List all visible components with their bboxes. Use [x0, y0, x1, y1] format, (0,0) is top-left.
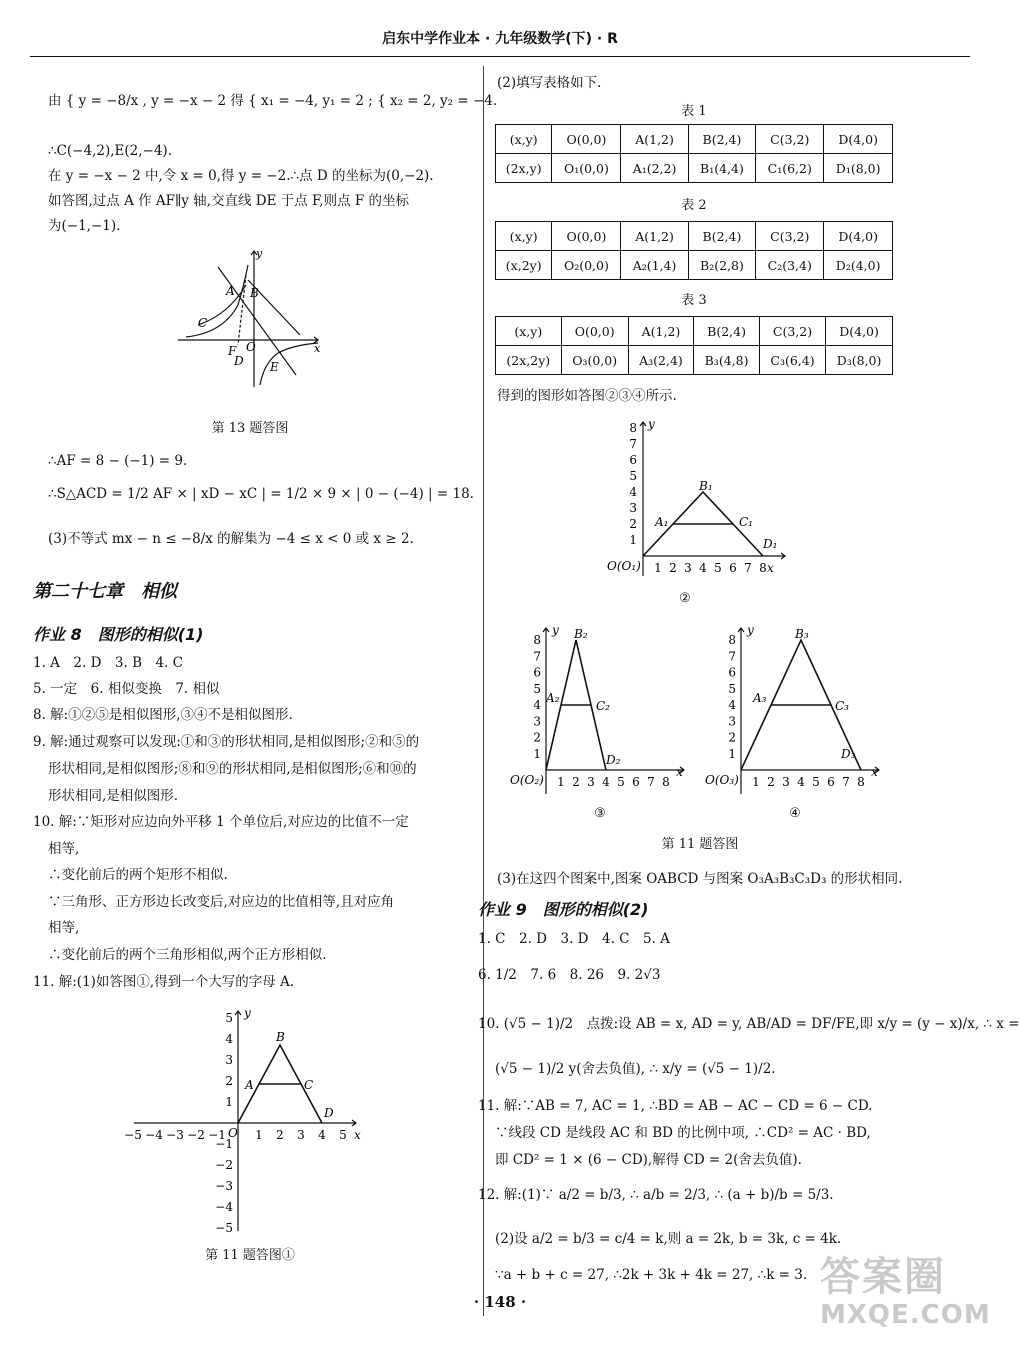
fig11-2-label-A: A₁	[655, 515, 669, 529]
table-cell: B(2,4)	[688, 222, 756, 251]
table-cell: B₁(4,4)	[688, 154, 756, 183]
fig11-4-x-tick: 8	[857, 775, 865, 789]
hw9-title: 作业 9 图形的相似(2)	[478, 900, 649, 919]
fig11-2-y-label: y	[648, 417, 655, 431]
shapes-line: 得到的图形如答图②③④所示.	[497, 388, 677, 404]
table-cell: O₁(0,0)	[552, 154, 621, 183]
table2-title: 表 2	[681, 198, 707, 213]
table-cell: C(3,2)	[759, 317, 825, 346]
fig11-1-x-label: x	[354, 1128, 361, 1142]
fig11-2-x-tick: 2	[669, 561, 677, 575]
header-rule	[30, 56, 970, 57]
fig11-4-y-tick: 7	[728, 649, 736, 664]
table-cell: A₁(2,2)	[621, 154, 688, 183]
fig11-4-x-tick: 7	[842, 775, 850, 789]
fig11-3-y-label: y	[552, 623, 559, 637]
fig11-4-mark: ④	[789, 806, 801, 821]
fig11-1-origin: O	[228, 1126, 238, 1140]
table-cell: A₂(1,4)	[621, 251, 688, 280]
after13-line-2: ∴S△ACD = 1/2 AF × | xD − xC | = 1/2 × 9 × | 0 − (−4) | = 18.	[48, 486, 474, 502]
running-header: 启东中学作业本 · 九年级数学(下) · R	[382, 31, 618, 47]
table-cell: O(0,0)	[561, 317, 628, 346]
table-cell: B(2,4)	[694, 317, 760, 346]
fig13-hyperbola-upper	[186, 265, 248, 337]
fig11-1-y-tick: 5	[225, 1011, 233, 1025]
fig13-graph	[168, 245, 328, 395]
fig11-2-x-label: x	[767, 561, 774, 575]
fig11-4-y-tick: 4	[728, 698, 736, 712]
fig11-3-graph	[508, 622, 693, 797]
fig11-2-x-tick: 4	[699, 561, 707, 575]
fig11-2-y-tick: 2	[629, 517, 637, 531]
chapter-title: 第二十七章 相似	[33, 581, 177, 602]
fig11-2-x-tick: 6	[729, 561, 737, 575]
hw8-line: 相等,	[48, 920, 80, 936]
fig11-3-y-tick: 3	[533, 714, 541, 729]
fig13-label-x: x	[314, 342, 321, 355]
fig13-hyperbola-lower	[260, 343, 318, 385]
hw8-line: 11. 解:(1)如答图①,得到一个大写的字母 A.	[33, 974, 295, 990]
table-cell: C(3,2)	[756, 125, 824, 154]
fig11-3-mark: ③	[594, 806, 606, 821]
table-cell: D₃(8,0)	[826, 346, 893, 375]
after13-line-1: ∴AF = 8 − (−1) = 9.	[48, 453, 188, 469]
table-cell: B₂(2,8)	[688, 251, 756, 280]
fig13-dashed-AF	[238, 275, 246, 345]
hw8-line: 1. A 2. D 3. B 4. C	[33, 655, 184, 671]
fig11-1-y-tick: −3	[215, 1179, 233, 1193]
fig11-4-y-tick: 6	[728, 665, 736, 680]
fig11-1-y-tick: −4	[215, 1200, 233, 1214]
fig11-1-y-label: y	[244, 1006, 251, 1020]
table2	[495, 221, 893, 280]
after13-line-3: (3)不等式 mx − n ≤ −8/x 的解集为 −4 ≤ x < 0 或 x ≥ 2.	[48, 531, 414, 547]
intro-line-5: 为(−1,−1).	[48, 218, 121, 234]
hw9-line: 10. (√5 − 1)/2 点拨:设 AB = x, AD = y, AB/AD = DF/FE,即 x/y = (y − x)/x, ∴ x =	[478, 1016, 1020, 1032]
fig11-3-origin: O(O₂)	[510, 773, 544, 787]
table1	[495, 124, 893, 183]
hw8-line: 相等,	[48, 841, 80, 857]
table-cell: C₂(3,4)	[756, 251, 824, 280]
fig11-2-y-tick: 1	[629, 533, 637, 547]
fig11-4-x-tick: 6	[827, 775, 835, 789]
table-cell: C₃(6,4)	[759, 346, 825, 375]
fig11-1-graph	[124, 1003, 368, 1235]
fig11-1-x-tick: 1	[255, 1128, 263, 1142]
fig13-label-O: O	[246, 340, 256, 354]
table-row	[496, 125, 893, 154]
fig11-2-origin: O(O₁)	[607, 559, 641, 573]
table-cell: O(0,0)	[552, 222, 621, 251]
fig11-1-x-tick: −1	[208, 1128, 226, 1142]
table-row	[496, 154, 893, 183]
hw8-line: ∵三角形、正方形边长改变后,对应边的比值相等,且对应角	[48, 894, 395, 910]
table-cell: B(2,4)	[688, 125, 756, 154]
hw9-line: 1. C 2. D 3. D 4. C 5. A	[478, 931, 670, 947]
fig11-4-graph	[703, 622, 888, 797]
watermark-logo: 答案圈	[820, 1254, 946, 1300]
fig11-1-x-tick: −4	[145, 1128, 163, 1142]
hw9-line: 11. 解:∵AB = 7, AC = 1, ∴BD = AB − AC − CD = 6 − CD.	[478, 1098, 873, 1114]
hw9-line: (2)设 a/2 = b/3 = c/4 = k,则 a = 2k, b = 3k, c = 4k.	[495, 1231, 842, 1247]
table-row	[496, 317, 893, 346]
fig11-4-y-label: y	[747, 623, 754, 637]
column-divider	[483, 66, 484, 1316]
fig11-3-label-C: C₂	[596, 699, 610, 713]
fig11-3-x-label: x	[676, 765, 683, 779]
table-cell: D(4,0)	[826, 317, 893, 346]
table-cell: A(1,2)	[621, 125, 688, 154]
fig13-label-E: E	[270, 360, 279, 374]
fig11-2-y-tick: 4	[629, 485, 637, 499]
table3	[495, 316, 893, 375]
fig11-1-label-C: C	[304, 1078, 314, 1092]
fig11-1-x-tick: −2	[187, 1128, 205, 1142]
fig11-4-x-tick: 2	[767, 775, 775, 789]
table-cell: C₁(6,2)	[756, 154, 824, 183]
fig11-1-y-tick: 2	[225, 1074, 233, 1088]
fig11-3-y-tick: 1	[533, 746, 541, 761]
fig11-1-y-tick: 3	[225, 1053, 233, 1067]
hw9-line: 即 CD² = 1 × (6 − CD),解得 CD = 2(舍去负值).	[495, 1152, 802, 1168]
fig11-3-y-tick: 8	[533, 633, 541, 647]
fig13-label-F: F	[228, 344, 237, 358]
table-cell: O₂(0,0)	[552, 251, 621, 280]
intro-line-2: ∴C(−4,2),E(2,−4).	[48, 143, 172, 159]
hw9-line: ∵a + b + c = 27, ∴2k + 3k + 4k = 27, ∴k = 3.	[495, 1267, 808, 1283]
fig11-2-x-tick: 1	[654, 561, 662, 575]
hw9-line: 12. 解:(1)∵ a/2 = b/3, ∴ a/b = 2/3, ∴ (a + b)/b = 5/3.	[478, 1187, 834, 1203]
fig11-4-label-A: A₃	[753, 691, 767, 705]
table-cell: A(1,2)	[621, 222, 688, 251]
fig11-3-x-tick: 8	[662, 775, 670, 789]
table-cell: (x,y)	[496, 317, 562, 346]
fig11-2-label-D: D₁	[763, 537, 778, 551]
hw9-line: ∵线段 CD 是线段 AC 和 BD 的比例中项, ∴CD² = AC · BD,	[495, 1125, 871, 1141]
fig11-4-y-tick: 5	[728, 681, 736, 696]
fig11-3-y-tick: 5	[533, 681, 541, 696]
fig11-2-y-tick: 5	[629, 469, 637, 483]
hw8-line: 5. 一定 6. 相似变换 7. 相似	[33, 681, 220, 697]
table-cell: C(3,2)	[756, 222, 824, 251]
fig13-label-A: A	[226, 284, 235, 298]
intro-line-4: 如答图,过点 A 作 AF∥y 轴,交直线 DE 于点 F,则点 F 的坐标	[48, 193, 410, 209]
fig11-3-y-tick: 7	[533, 649, 541, 664]
hw8-line: 10. 解:∵矩形对应边向外平移 1 个单位后,对应边的比值不一定	[33, 814, 409, 830]
hw8-line: 形状相同,是相似图形.	[48, 788, 179, 804]
fig13-label-D: D	[234, 354, 244, 368]
table-cell: A₃(2,4)	[628, 346, 693, 375]
fig11-2-x-tick: 3	[684, 561, 692, 575]
fig11-3-x-tick: 3	[587, 775, 595, 789]
fig11-4-label-D: D₃	[841, 747, 856, 761]
table-cell: O(0,0)	[552, 125, 621, 154]
fig11-3-x-tick: 5	[617, 775, 625, 789]
fig11-1-y-tick: 4	[225, 1032, 233, 1046]
table-cell: (2x,y)	[496, 154, 552, 183]
fig11-3-y-tick: 4	[533, 698, 541, 712]
fig11-1-y-tick: 1	[225, 1095, 233, 1109]
fig11-4-y-tick: 1	[728, 746, 736, 761]
fig11-4-label-C: C₃	[835, 699, 849, 713]
fig11-3-label-D: D₂	[606, 753, 621, 767]
fig11-1-caption: 第 11 题答图①	[205, 1248, 295, 1263]
fig11-1-y-tick: −2	[215, 1158, 233, 1172]
table1-title: 表 1	[681, 104, 707, 119]
fig11-2-mark: ②	[679, 591, 691, 606]
fig11-3-x-tick: 4	[602, 775, 610, 789]
fig11-2-y-tick: 3	[629, 501, 637, 515]
table3-title: 表 3	[681, 293, 707, 308]
table-cell: D₂(4,0)	[824, 251, 893, 280]
hw9-line: (√5 − 1)/2 y(舍去负值), ∴ x/y = (√5 − 1)/2.	[495, 1061, 776, 1077]
table-row	[496, 346, 893, 375]
fig13-label-C: C	[198, 316, 208, 330]
table-cell: D₁(8,0)	[824, 154, 893, 183]
hw8-line: ∴变化前后的两个矩形不相似.	[48, 867, 228, 883]
hw8-line: 9. 解:通过观察可以发现:①和③的形状相同,是相似图形;②和⑤的	[33, 734, 420, 750]
watermark-url: MXQE.COM	[820, 1300, 991, 1330]
fig11-2-y-tick: 6	[629, 453, 637, 467]
fig11-3-x-tick: 2	[572, 775, 580, 789]
fig11-3-y-tick: 6	[533, 665, 541, 680]
hw8-line: 形状相同,是相似图形;⑧和⑨的形状相同,是相似图形;⑥和⑩的	[48, 761, 417, 777]
fig11-1-x-tick: −5	[124, 1128, 142, 1142]
fig11-1-x-tick: 4	[318, 1128, 326, 1142]
fig11-1-y-tick: −1	[215, 1137, 233, 1151]
fig11-4-x-tick: 3	[782, 775, 790, 789]
fig11-3-y-tick: 2	[533, 730, 541, 745]
table-cell: B₃(4,8)	[694, 346, 760, 375]
fig11-2-graph	[605, 418, 795, 583]
fig11-1-x-tick: 2	[276, 1128, 284, 1142]
fig11-4-x-label: x	[871, 765, 878, 779]
table-cell: O₃(0,0)	[561, 346, 628, 375]
fig11-3-x-tick: 7	[647, 775, 655, 789]
fig13-label-B: B	[250, 286, 259, 300]
fig11-4-origin: O(O₃)	[705, 773, 739, 787]
fig11-1-x-tick: −3	[166, 1128, 184, 1142]
fig13-label-y: y	[256, 247, 263, 260]
fig11-caption: 第 11 题答图	[661, 837, 739, 852]
part3-line: (3)在这四个图案中,图案 OABCD 与图案 O₃A₃B₃C₃D₃ 的形状相同.	[497, 871, 903, 887]
table-row	[496, 222, 893, 251]
fig11-4-x-tick: 1	[752, 775, 760, 789]
table-cell: (2x,2y)	[496, 346, 562, 375]
fig11-4-x-tick: 5	[812, 775, 820, 789]
fill-intro: (2)填写表格如下.	[497, 75, 602, 91]
intro-line-1: 由 { y = −8/x , y = −x − 2 得 { x₁ = −4, y₁ = 2 ; { x₂ = 2, y₂ = −4.	[48, 93, 498, 109]
fig11-2-y-tick: 7	[629, 437, 637, 451]
fig11-4-x-tick: 4	[797, 775, 805, 789]
table-cell: (x,2y)	[496, 251, 552, 280]
table-cell: (x,y)	[496, 222, 552, 251]
fig11-2-label-B: B₁	[699, 479, 713, 493]
fig11-4-y-tick: 2	[728, 730, 736, 745]
fig13-caption: 第 13 题答图	[211, 421, 289, 436]
fig11-3-label-B: B₂	[574, 627, 588, 641]
hw8-title: 作业 8 图形的相似(1)	[33, 625, 204, 644]
fig11-1-label-A: A	[245, 1078, 254, 1092]
fig11-1-label-D: D	[324, 1106, 334, 1120]
fig11-1-label-B: B	[276, 1030, 285, 1044]
fig11-2-label-C: C₁	[739, 515, 753, 529]
table-cell: A(1,2)	[628, 317, 693, 346]
fig11-3-x-tick: 6	[632, 775, 640, 789]
fig11-4-y-tick: 3	[728, 714, 736, 729]
fig11-1-x-tick: 3	[297, 1128, 305, 1142]
fig11-3-x-tick: 1	[557, 775, 565, 789]
table-cell: (x,y)	[496, 125, 552, 154]
hw8-line: 8. 解:①②⑤是相似图形,③④不是相似图形.	[33, 707, 293, 723]
table-row	[496, 251, 893, 280]
fig11-2-x-tick: 8	[759, 561, 767, 575]
hw9-line: 6. 1/2 7. 6 8. 26 9. 2√3	[478, 967, 661, 983]
fig11-2-y-tick: 8	[629, 421, 637, 435]
fig11-4-y-tick: 8	[728, 633, 736, 647]
fig11-1-x-tick: 5	[339, 1128, 347, 1142]
table-cell: D(4,0)	[824, 125, 893, 154]
fig11-3-label-A: A₂	[546, 691, 560, 705]
table-cell: D(4,0)	[824, 222, 893, 251]
page-number: · 148 ·	[473, 1293, 527, 1311]
fig11-4-label-B: B₃	[795, 627, 809, 641]
fig11-1-y-tick: −5	[215, 1221, 233, 1235]
fig11-2-x-tick: 5	[714, 561, 722, 575]
intro-line-3: 在 y = −x − 2 中,令 x = 0,得 y = −2.∴点 D 的坐标为(0,−2).	[48, 168, 434, 184]
fig11-2-x-tick: 7	[744, 561, 752, 575]
hw8-line: ∴变化前后的两个三角形相似,两个正方形相似.	[48, 947, 327, 963]
